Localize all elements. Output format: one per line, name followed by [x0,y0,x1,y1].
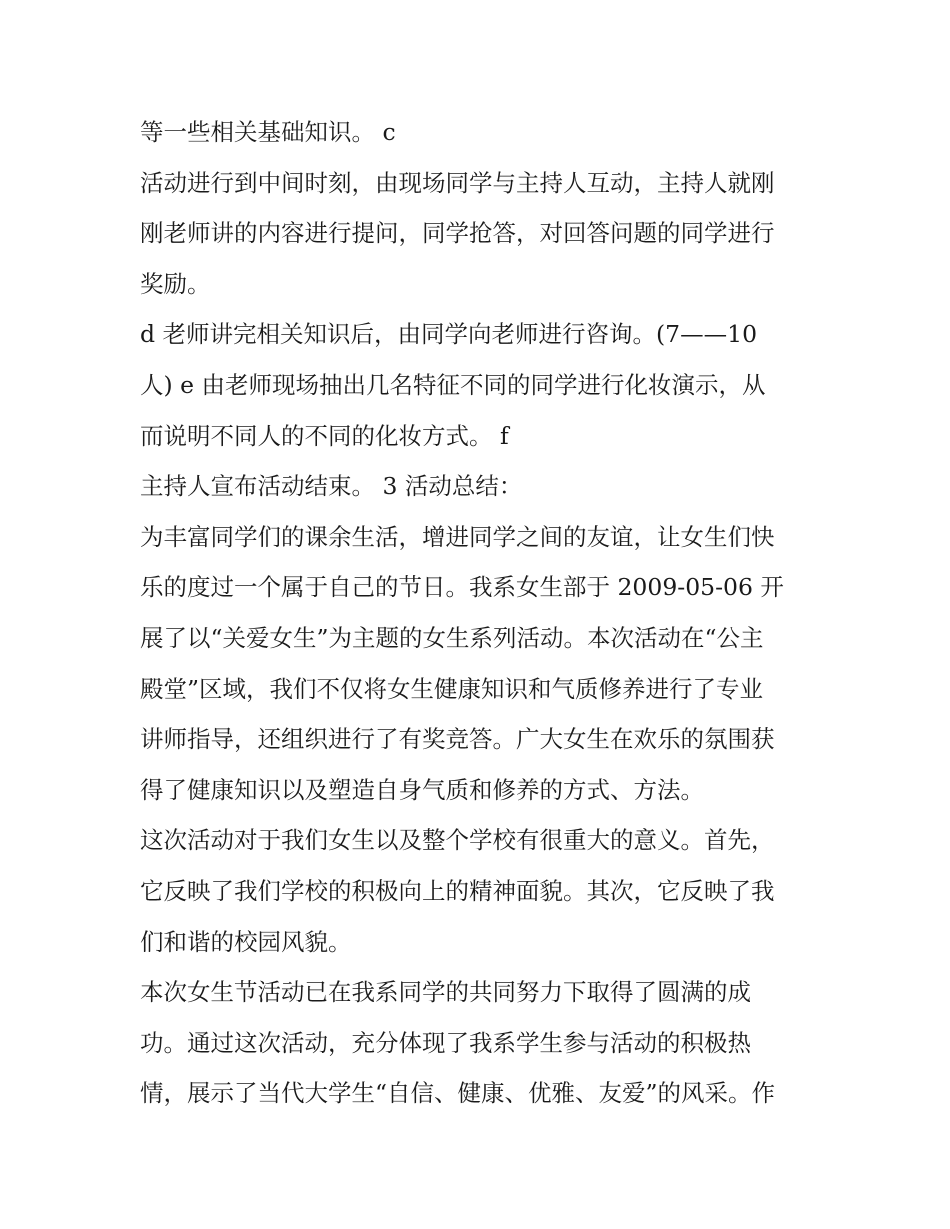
document-body [140,107,820,1119]
text-line: 展了以“关爱女生”为主题的女生系列活动。本次活动在“公主 [140,623,764,652]
text-line: 这次活动对于我们女生以及整个学校有很重大的意义。首先， [140,826,775,855]
text-line: 而说明不同人的不同的化妆方式。 f [140,421,509,450]
text-line: 主持人宣布活动结束。 3 活动总结： [140,472,523,501]
text-line: 殿堂”区域，我们不仅将女生健康知识和气质修养进行了专业 [140,674,764,703]
text-line: 乐的度过一个属于自己的节日。我系女生部于 2009-05-06 开 [140,573,784,602]
text-line: 活动进行到中间时刻，由现场同学与主持人互动，主持人就刚 [140,168,775,197]
text-line: 为丰富同学们的课余生活，增进同学之间的友谊，让女生们快 [140,522,775,551]
text-line: 刚老师讲的内容进行提问，同学抢答，对回答问题的同学进行 [140,219,775,248]
text-line: 等一些相关基础知识。 c [140,118,396,146]
text-line: 人) e 由老师现场抽出几名特征不同的同学进行化妆演示，从 [140,370,766,399]
text-line: 功。通过这次活动，充分体现了我系学生参与活动的积极热 [140,1028,751,1057]
text-line: d 老师讲完相关知识后，由同学向老师进行咨询。(7——10 [140,320,758,349]
text-line: 讲师指导，还组织进行了有奖竞答。广大女生在欢乐的氛围获 [140,725,775,754]
text-line: 情，展示了当代大学生“自信、健康、优雅、友爱”的风采。作 [140,1079,776,1108]
text-line: 们和谐的校园风貌。 [140,927,352,956]
text-line: 本次女生节活动已在我系同学的共同努力下取得了圆满的成 [140,978,751,1007]
text-line: 奖励。 [140,269,211,298]
text-line: 它反映了我们学校的积极向上的精神面貌。其次，它反映了我 [140,876,775,905]
text-line: 得了健康知识以及塑造自身气质和修养的方式、方法。 [140,775,704,804]
